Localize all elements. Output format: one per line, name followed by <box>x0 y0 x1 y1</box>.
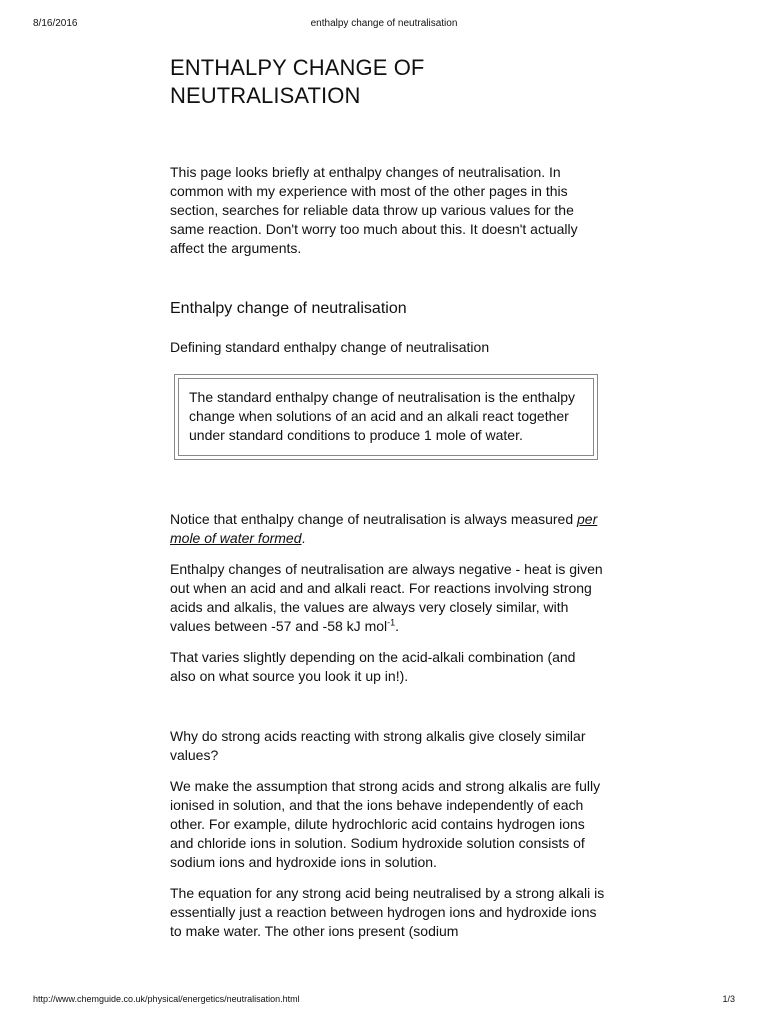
negative-values-end: . <box>395 618 400 634</box>
notice-prefix: Notice that enthalpy change of neutralisation is always measured <box>170 511 578 527</box>
question-heading: Why do strong acids reacting with strong alkalis give closely similar values? <box>170 728 586 763</box>
print-header <box>0 0 768 29</box>
article-content <box>170 54 605 941</box>
print-page-title: enthalpy change of neutralisation <box>310 18 458 29</box>
assumption-paragraph: We make the assumption that strong acids and strong alkalis are fully ionised in solution, and that the ions behave independently of each other. For example, dilute hydrochloric acid contains hydrogen ions and chloride ions in solution. Sodium hydroxide solution consists of sodium ions and hydroxide ions in solution. <box>170 778 601 870</box>
intro-paragraph: This page looks briefly at enthalpy changes of neutralisation. In common with my experience with most of the other pages in this section, searches for reliable data throw up various values for the same reaction. Don't worry too much about this. It doesn't actually affect the arguments. <box>170 164 578 256</box>
definition-box-inner <box>178 378 594 456</box>
varies-paragraph: That varies slightly depending on the acid-alkali combination (and also on what source you look it up in!). <box>170 649 576 684</box>
notice-suffix: . <box>301 530 306 546</box>
unit-superscript: -1 <box>387 617 396 628</box>
notice-paragraph <box>170 510 605 548</box>
definition-subheading: Defining standard enthalpy change of neutralisation <box>170 339 490 355</box>
page-title <box>170 54 605 110</box>
section-heading: Enthalpy change of neutralisation <box>170 300 407 317</box>
page-title-line-1: ENTHALPY CHANGE OF <box>170 55 425 80</box>
negative-values-text: Enthalpy changes of neutralisation are always negative - heat is given out when an acid and and alkali react. For reactions involving strong acids and alkalis, the values are always very closely similar, with values between -57 and -58 kJ mol <box>170 561 603 634</box>
print-date: 8/16/2016 <box>33 18 78 29</box>
page-title-line-2: NEUTRALISATION <box>170 83 361 108</box>
definition-box <box>174 374 598 460</box>
notice-emphasis: per mole of water formed <box>170 511 598 546</box>
page-number: 1/3 <box>722 994 735 1004</box>
definition-text: The standard enthalpy change of neutralisation is the enthalpy change when solutions of an acid and an alkali react together under standard conditions to produce 1 mole of water. <box>189 389 576 443</box>
equation-paragraph: The equation for any strong acid being neutralised by a strong alkali is essentially just a reaction between hydrogen ions and hydroxide ions to make water. The other ions present (sodium <box>170 885 605 939</box>
page-url: http://www.chemguide.co.uk/physical/energetics/neutralisation.html <box>33 994 300 1004</box>
negative-values-paragraph <box>170 560 605 636</box>
